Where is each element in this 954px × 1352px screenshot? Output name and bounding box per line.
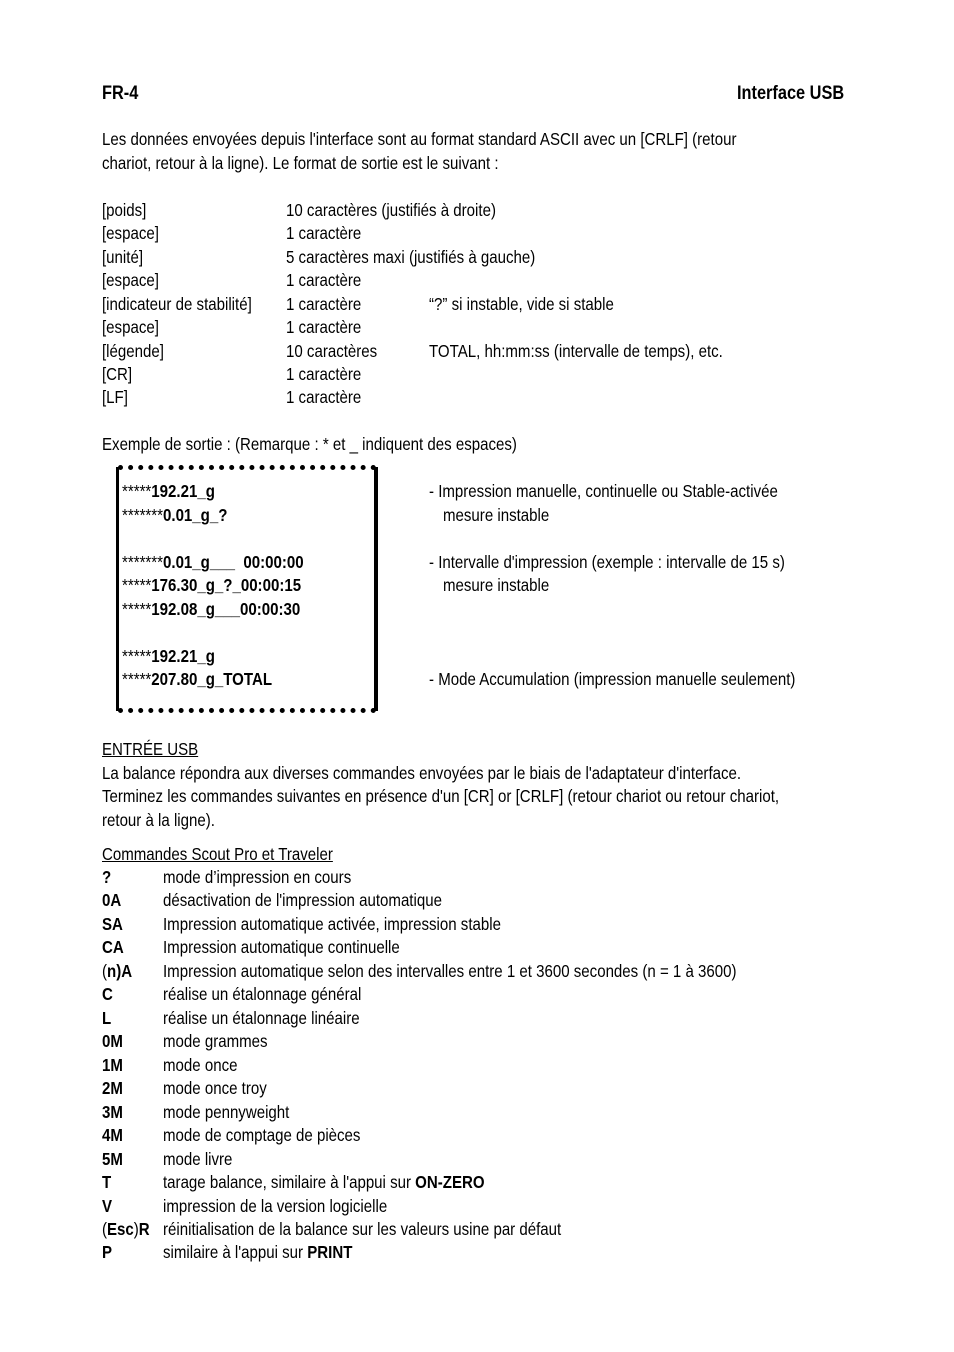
command-key: SA bbox=[102, 914, 123, 934]
command-desc: réalise un étalonnage général bbox=[163, 984, 362, 1004]
format-field: [unité] bbox=[102, 247, 144, 267]
section-title: Interface USB bbox=[737, 83, 845, 104]
command-key: 5M bbox=[102, 1149, 123, 1169]
commands-heading: Commandes Scout Pro et Traveler bbox=[102, 844, 333, 864]
command-desc: mode d’impression en cours bbox=[163, 867, 352, 887]
command-key: C bbox=[102, 984, 113, 1004]
box-border-top bbox=[118, 465, 376, 470]
format-size: 1 caractère bbox=[286, 317, 362, 337]
format-field: [espace] bbox=[102, 223, 159, 243]
command-key: CA bbox=[102, 937, 124, 957]
command-desc: mode pennyweight bbox=[163, 1102, 290, 1122]
format-field: [légende] bbox=[102, 341, 164, 361]
command-key: V bbox=[102, 1196, 113, 1216]
example-line: *****207.80_g_TOTAL bbox=[122, 669, 273, 689]
example-line: *****192.21_g bbox=[122, 481, 215, 501]
command-key: 2M bbox=[102, 1078, 123, 1098]
command-key: 0A bbox=[102, 890, 122, 910]
intro-line: Les données envoyées depuis l'interface sont au format standard ASCII avec un [CRLF] (retour bbox=[102, 129, 737, 149]
command-desc: Impression automatique continuelle bbox=[163, 937, 400, 957]
example-title: Exemple de sortie : (Remarque : * et _ indiquent des espaces) bbox=[102, 434, 517, 454]
format-size: 1 caractère bbox=[286, 387, 362, 407]
box-border-right bbox=[374, 467, 378, 711]
command-desc: désactivation de l'impression automatique bbox=[163, 890, 442, 910]
example-line: *****192.08_g___00:00:30 bbox=[122, 599, 301, 619]
command-desc: Impression automatique selon des intervalles entre 1 et 3600 secondes (n = 1 à 3600) bbox=[163, 961, 737, 981]
command-key: P bbox=[102, 1242, 113, 1262]
usb-input-text: retour à la ligne). bbox=[102, 810, 215, 830]
command-key: 1M bbox=[102, 1055, 123, 1075]
format-note: “?” si instable, vide si stable bbox=[429, 294, 614, 314]
format-field: [espace] bbox=[102, 317, 159, 337]
command-desc: réinitialisation de la balance sur les valeurs usine par défaut bbox=[163, 1219, 562, 1239]
command-key: (Esc)R bbox=[102, 1219, 150, 1239]
format-field: [CR] bbox=[102, 364, 133, 384]
example-note: - Mode Accumulation (impression manuelle seulement) bbox=[429, 669, 796, 689]
format-size: 1 caractère bbox=[286, 270, 362, 290]
command-key: L bbox=[102, 1008, 112, 1028]
format-size: 5 caractères maxi (justifiés à gauche) bbox=[286, 247, 536, 267]
command-key: T bbox=[102, 1172, 112, 1192]
format-size: 10 caractères (justifiés à droite) bbox=[286, 200, 496, 220]
example-note: mesure instable bbox=[443, 505, 550, 525]
example-line: *****176.30_g_?_00:00:15 bbox=[122, 575, 302, 595]
usb-input-text: La balance répondra aux diverses commandes envoyées par le biais de l'adaptateur d'interface. bbox=[102, 763, 742, 783]
example-line: *******0.01_g___ 00:00:00 bbox=[122, 552, 304, 572]
box-border-left bbox=[116, 467, 119, 711]
command-desc: mode once troy bbox=[163, 1078, 267, 1098]
format-field: [indicateur de stabilité] bbox=[102, 294, 252, 314]
command-desc: impression de la version logicielle bbox=[163, 1196, 388, 1216]
example-note: - Impression manuelle, continuelle ou Stable-activée bbox=[429, 481, 778, 501]
format-size: 1 caractère bbox=[286, 364, 362, 384]
command-key: (n)A bbox=[102, 961, 133, 981]
usb-input-heading: ENTRÉE USB bbox=[102, 739, 199, 759]
command-key: 3M bbox=[102, 1102, 123, 1122]
command-desc: similaire à l'appui sur PRINT bbox=[163, 1242, 353, 1262]
format-size: 1 caractère bbox=[286, 223, 362, 243]
example-line: *****192.21_g bbox=[122, 646, 215, 666]
format-size: 1 caractère bbox=[286, 294, 362, 314]
format-field: [espace] bbox=[102, 270, 159, 290]
command-key: 0M bbox=[102, 1031, 123, 1051]
command-desc: mode grammes bbox=[163, 1031, 268, 1051]
intro-line: chariot, retour à la ligne). Le format de sortie est le suivant : bbox=[102, 153, 499, 173]
command-key: 4M bbox=[102, 1125, 123, 1145]
example-line: *******0.01_g_? bbox=[122, 505, 228, 525]
format-size: 10 caractères bbox=[286, 341, 378, 361]
format-field: [LF] bbox=[102, 387, 128, 407]
command-desc: réalise un étalonnage linéaire bbox=[163, 1008, 360, 1028]
format-note: TOTAL, hh:mm:ss (intervalle de temps), etc. bbox=[429, 341, 723, 361]
command-desc: mode de comptage de pièces bbox=[163, 1125, 361, 1145]
box-border-bottom bbox=[118, 708, 376, 713]
page-number: FR-4 bbox=[102, 83, 139, 104]
format-field: [poids] bbox=[102, 200, 147, 220]
command-key: ? bbox=[102, 867, 112, 887]
example-note: mesure instable bbox=[443, 575, 550, 595]
command-desc: Impression automatique activée, impression stable bbox=[163, 914, 501, 934]
usb-input-text: Terminez les commandes suivantes en présence d'un [CR] or [CRLF] (retour chariot ou retour chariot, bbox=[102, 786, 780, 806]
example-note: - Intervalle d'impression (exemple : intervalle de 15 s) bbox=[429, 552, 785, 572]
command-desc: mode livre bbox=[163, 1149, 233, 1169]
command-desc: mode once bbox=[163, 1055, 238, 1075]
command-desc: tarage balance, similaire à l'appui sur ON-ZERO bbox=[163, 1172, 485, 1192]
